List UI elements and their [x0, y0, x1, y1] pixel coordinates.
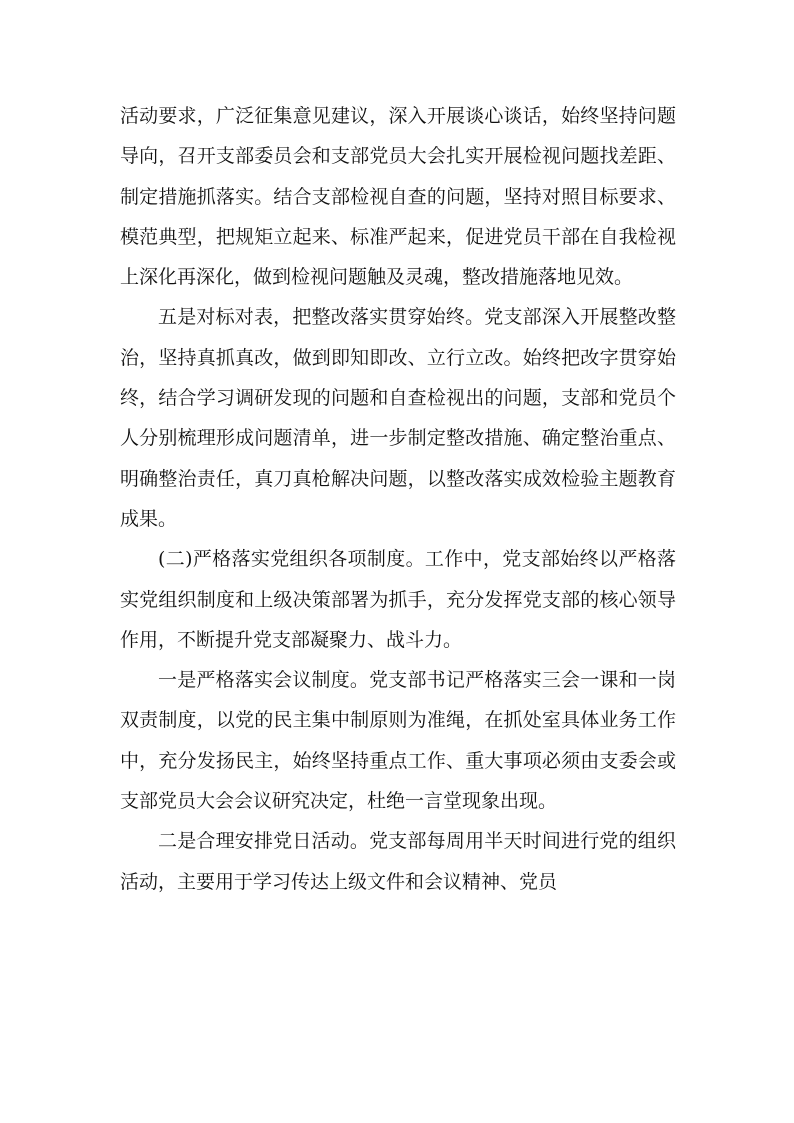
paragraph-rectification: 五是对标对表，把整改落实贯穿始终。党支部深入开展整改整治，坚持真抓真改，做到即知即改、立行立改。始终把改字贯穿始终，结合学习调研发现的问题和自查检视出的问题，支部和党员个人分别梳理形成问题清单，进一步制定整改措施、确定整治重点、明确整治责任，真刀真枪解决问题，以整改落实成效检验主题教育成果。	[120, 306, 676, 530]
paragraph-meeting-system: 一是严格落实会议制度。党支部书记严格落实三会一课和一岗双责制度，以党的民主集中制原则为准绳，在抓处室具体业务工作中，充分发扬民主，始终坚持重点工作、重大事项必须由支委会或支部党员大会会议研究决定，杜绝一言堂现象出现。	[120, 669, 676, 813]
paragraph-organization-systems: (二)严格落实党组织各项制度。工作中，党支部始终以严格落实党组织制度和上级决策部署为抓手，充分发挥党支部的核心领导作用，不断提升党支部凝聚力、战斗力。	[120, 548, 676, 651]
paragraph-party-day-activities: 二是合理安排党日活动。党支部每周用半天时间进行党的组织活动，主要用于学习传达上级文件和会议精神、党员	[120, 830, 676, 893]
document-body	[120, 96, 676, 902]
paragraph-activity-requirements: 活动要求，广泛征集意见建议，深入开展谈心谈话，始终坚持问题导向，召开支部委员会和支部党员大会扎实开展检视问题找差距、制定措施抓落实。结合支部检视自查的问题，坚持对照目标要求、模范典型，把规矩立起来、标准严起来，促进党员干部在自我检视上深化再深化，做到检视问题触及灵魂，整改措施落地见效。	[120, 105, 676, 289]
